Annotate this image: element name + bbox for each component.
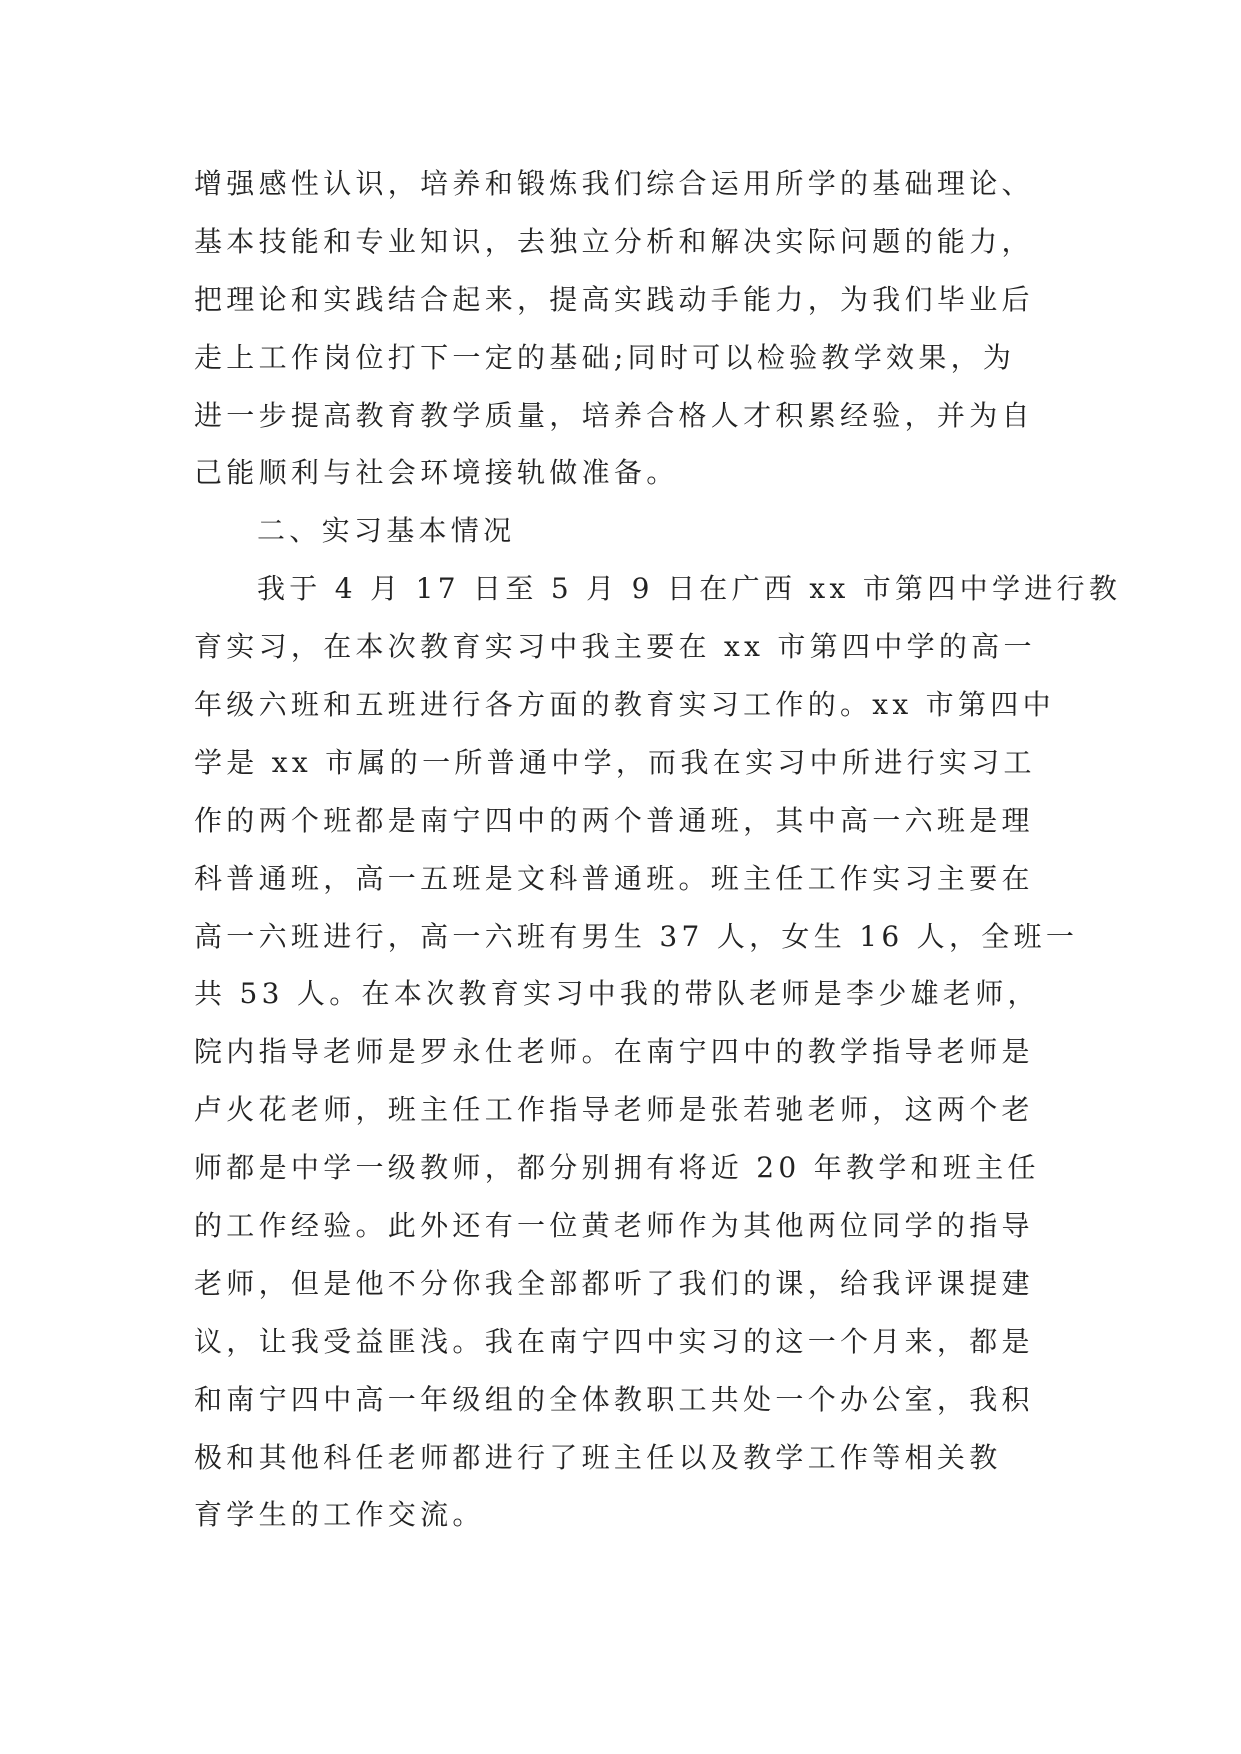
body-line-1: 增强感性认识，培养和锻炼我们综合运用所学的基础理论、 bbox=[194, 167, 1034, 200]
body-line-11: 学是 xx 市属的一所普通中学，而我在实习中所进行实习工 bbox=[194, 745, 1036, 779]
section-heading: 二、实习基本情况 bbox=[257, 514, 516, 548]
body-line-19: 的工作经验。此外还有一位黄老师作为其他两位同学的指导 bbox=[194, 1209, 1034, 1243]
body-line-8: 我于 4 月 17 日至 5 月 9 日在广西 xx 市第四中学进行教 bbox=[257, 572, 1122, 606]
document-body bbox=[194, 155, 1122, 1544]
body-line-21: 议，让我受益匪浅。我在南宁四中实习的这一个月来，都是 bbox=[194, 1324, 1034, 1358]
body-line-17: 卢火花老师，班主任工作指导老师是张若驰老师，这两个老 bbox=[194, 1093, 1034, 1127]
body-line-15: 共 53 人。在本次教育实习中我的带队老师是李少雄老师， bbox=[194, 977, 1040, 1011]
body-line-14: 高一六班进行，高一六班有男生 37 人，女生 16 人，全班一 bbox=[194, 919, 1079, 953]
body-line-13: 科普通班，高一五班是文科普通班。班主任工作实习主要在 bbox=[194, 861, 1034, 895]
body-line-6: 己能顺利与社会环境接轨做准备。 bbox=[194, 456, 679, 490]
body-line-3: 把理论和实践结合起来，提高实践动手能力，为我们毕业后 bbox=[194, 282, 1034, 316]
body-line-9: 育实习，在本次教育实习中我主要在 xx 市第四中学的高一 bbox=[194, 630, 1036, 664]
body-line-16: 院内指导老师是罗永仕老师。在南宁四中的教学指导老师是 bbox=[194, 1035, 1034, 1069]
body-line-23: 极和其他科任老师都进行了班主任以及教学工作等相关教 bbox=[194, 1440, 1002, 1474]
body-line-18: 师都是中学一级教师，都分别拥有将近 20 年教学和班主任 bbox=[194, 1151, 1040, 1185]
body-line-5: 进一步提高教育教学质量，培养合格人才积累经验，并为自 bbox=[194, 398, 1034, 432]
body-line-20: 老师，但是他不分你我全部都听了我们的课，给我评课提建 bbox=[194, 1266, 1034, 1300]
body-line-10: 年级六班和五班进行各方面的教育实习工作的。xx 市第四中 bbox=[194, 688, 1055, 722]
body-line-2: 基本技能和专业知识，去独立分析和解决实际问题的能力， bbox=[194, 224, 1034, 258]
body-line-4: 走上工作岗位打下一定的基础;同时可以检验教学效果，为 bbox=[194, 340, 1016, 374]
body-line-22: 和南宁四中高一年级组的全体教职工共处一个办公室，我积 bbox=[194, 1382, 1034, 1416]
body-line-12: 作的两个班都是南宁四中的两个普通班，其中高一六班是理 bbox=[194, 803, 1034, 837]
body-line-24: 育学生的工作交流。 bbox=[194, 1498, 485, 1532]
